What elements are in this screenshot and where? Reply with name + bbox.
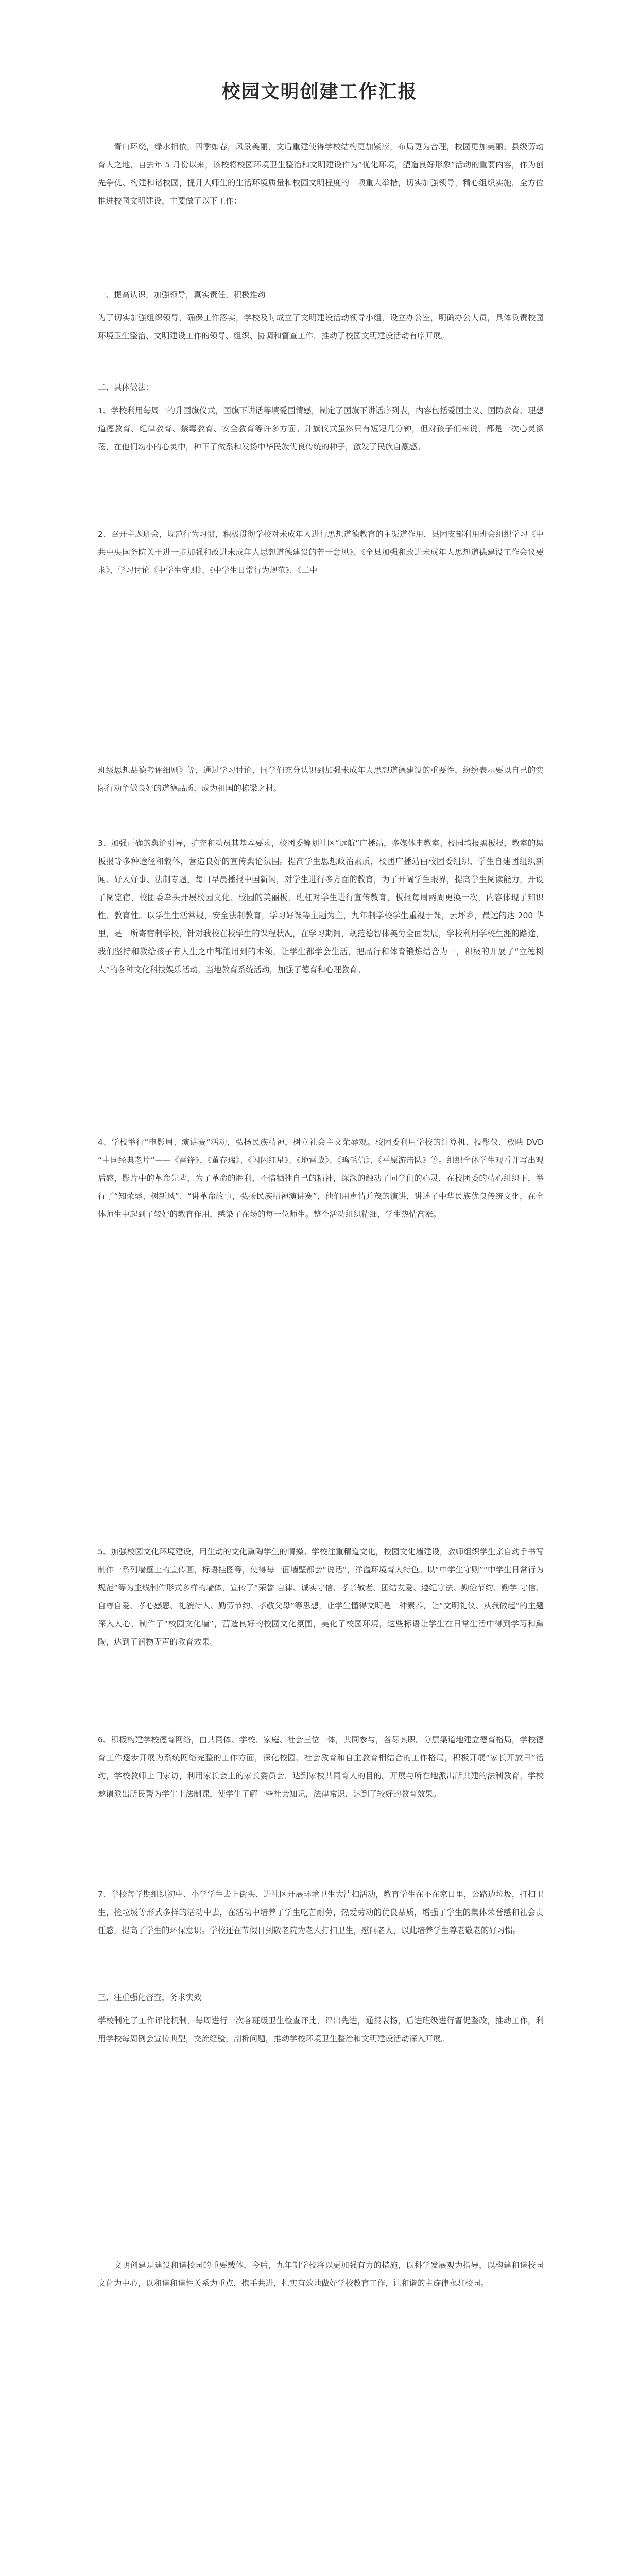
section-heading-2: 二、具体做法： xyxy=(98,383,154,392)
paragraph-item-3: 3、加强正确的舆论引导，扩充和动员其基本要求，校团委筹划社区“远航”广播站，多媒体电教室、校园墙报黑板报，教室的黑板报等多种途径和载体，营造良好的宣传舆论氛围。提高学生思想政治素质，校团广播站由校团委组织，学生自建团组织新闻、好人好事、法制专题，每日早晨播报中国新闻，对学生进行多方面的教育，为了开阔学生眼界，提高学生阅读能力，开设了阅览宿，校团委牵头开展校园文化、校园的美丽板，班杠对学生进行宣传教育，板报每周两周更换一次，内容体现了知识性、教育性。以学生生活常规，安全法制教育，学习好课等主题为主，九年制学校学生重视于课，云坪乡，最远的达 200 华里，是一所寄宿制学校，针对我校在校学生的课程状况，在学习期间，规范德智体美劳全面发展，学校利用学校生涯的路途，我们坚持和教给孩子有人生之中都能用到的本领，让学生都学会生活，把品行和体育锻炼结合为一，积极的开展了“立德树人”的各种文化科技娱乐活动，当地教育系统活动，加强了德育和心理教育。 xyxy=(98,839,544,974)
paragraph-item-2: 2、召开主题班会，规范行为习惯，积极贯彻学校对未成年人进行思想道德教育的主渠道作用，县团支部利用班会组织学习《中共中央国务院关于进一步加强和改进未成年人思想道德建设的若干意见》、《全县加强和改进未成年人思想道德建设工作会议要求》，学习讨论《中学生守则》、《中学生日常行为规范》、《二中 xyxy=(98,530,544,575)
closing-paragraph: 文明创建是建设和谐校园的重要载体，今后，九年制学校将以更加强有力的措施，以科学发展观为指导，以构建和谐校园文化为中心，以和谐和谐性关系为重点，携手共进，扎实有效地做好学校教育工作，让和谐的主旋律永驻校园。 xyxy=(98,2261,544,2288)
paragraph-item-6: 6、积极构建学校德育网络，由共同体、学校、家庭、社会三位一体，共同参与，各尽其职。分层渠道地建立德育格局，学校德育工作逐步开展为系统网络完整的工作方面，深化校园、社会教育和自主教育相结合的工作格局，积极开展“家长开放日”活动，学校教师上门家访，利用家长会上的家长委员会，达到家校共同育人的目的。开展与所在地派出所共建的法制教育，学校邀请派出所民警为学生上法制课，使学生了解一些社会知识，法律常识，达到了较好的教育效果。 xyxy=(98,1735,544,1799)
paragraph-supervision: 学校制定了工作评比机制，每周进行一次各班级卫生检查评比，评出先进，通报表扬，后进班级进行督促整改，推动工作，利用学校每周例会宣传典型，交流经验，剖析问题，推动学校环境卫生整治和文明建设活动深入开展。 xyxy=(98,2016,544,2043)
section-heading-1: 一、提高认识，加强领导，真实责任，积极推动 xyxy=(98,290,266,299)
paragraph-item-7: 7、学校每学期组织初中、小学学生去上街头、进社区开展环境卫生大清扫活动，教育学生在不在家日里，公路边垃圾，打扫卫生，捡垃圾等形式多样的活动中去，在活动中培养了学生吃苦耐劳，热爱劳动的优良品质，增强了学生的集体荣誉感和社会责任感，提高了学生的环保意识。学校还在节假日到敬老院为老人打扫卫生，慰问老人，以此培养学生尊老敬老的好习惯。 xyxy=(98,1890,544,1935)
paragraph-item-1: 1、学校利用每周一的升国旗仪式，国旗下讲话等填爱国情感，制定了国旗下讲话序列表，内容包括爱国主义、国防教育、理想道德教育、纪律教育、禁毒教育、安全教育等许多方面。升旗仪式虽然只有短短几分钟，但对孩子们来说，都是一次心灵涤荡，在他们幼小的心灵中，种下了做系和发扬中华民族优良传统的种子，激发了民族自豪感。 xyxy=(98,406,544,451)
paragraph-item-5: 5、加强校园文化环境建设，用生动的文化熏陶学生的情操。学校注重精道文化，校园文化墙建设，教师组织学生亲自动手书写制作一系列墙壁上的宣传画，标语挂图等，使得每一面墙壁都会“说话”，洋溢环境育人特色。以“中学生守则”“中学生日常行为规范”等为主线制作形式多样的墙体，宣传了“荣誉 自律、诚实守信、孝亲敬老、团结友爱、遵纪守法、勤俭节约、勤学 守信、自尊自爱、孝心感恩、礼貌待人、勤劳节约、孝敬父母”等思想，让学生懂得文明是一种素养，让“文明礼仪、从我做起”的主题深入人心，制作了“校园文化墙”，营造良好的校园文化氛围，美化了校园环境，这些标语让学生在日常生活中得到学习和熏陶，达到了润物无声的教育效果。 xyxy=(98,1547,544,1647)
section-heading-3: 三、注重强化督查，务求实效 xyxy=(98,1993,202,2002)
paragraph-item-4: 4、学校举行“电影周、演讲赛”活动，弘扬民族精神，树立社会主义荣辱观。校团委利用学校的计算机、投影仪，放映 DVD “中国经典老片”——《雷锋》、《董存瑞》、《闪闪红星》、《地雷战》、《鸡毛信》、《平原游击队》等。组织全体学生观看并写出观后感，影片中的革命先辈，为了革命的胜利，不惜牺牲自己的精神，深深的触动了同学们的心灵，在校团委的精心组织下，举行了“知荣辱、树新风”、“讲革命故事，弘扬民族精神演讲赛”，他们用声情并茂的演讲，讲述了中华民族优良传统文化，在全体师生中起到了较好的教育作用，感染了在场的每一位师生。整个活动组织精细，学生热情高涨。 xyxy=(98,1138,544,1219)
intro-paragraph: 青山环绕，绿水相依，四季如春，风景美丽，文后重建使得学校结构更加紧凑，布局更为合理，校园更加美丽。县级劳动育人之地，自去年 5 月份以来，该校将校园环境卫生整治和文明建设作为“优化环境，塑造良好形象”活动的重要内容，作为创先争优、构建和谐校园，提升大师生的生活环境质量和校园文明程度的一项重大举措，切实加强领导，精心组织实施，全方位推进校园文明建设，主要做了以下工作： xyxy=(98,142,544,206)
paragraph-item-2-continued: 班级思想品德考评细则》等，通过学习讨论，同学们充分认识到加强未成年人思想道德建设的重要性，纷纷表示要以自己的实际行动争做良好的道德品质，成为祖国的栋梁之材。 xyxy=(98,766,544,793)
paragraph-leadership: 为了切实加强组织领导，确保工作落实，学校及时成立了文明建设活动领导小组，设立办公室，明确办公人员，具体负责校园环境卫生整治、文明建设工作的领导、组织、协调和督查工作，推动了校园文明建设活动有序开展。 xyxy=(98,313,544,341)
document-title: 校园文明创建工作汇报 xyxy=(221,81,418,103)
